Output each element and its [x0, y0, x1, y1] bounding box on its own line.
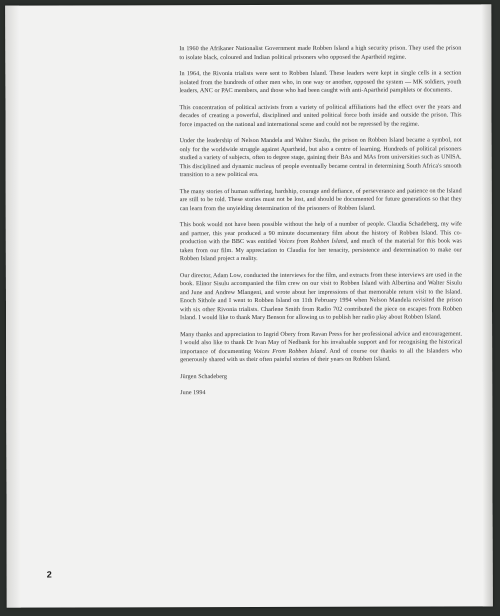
- signature-name: Jürgen Schadeberg: [180, 373, 228, 380]
- paragraph-3: This concentration of political activists from a variety of political affiliations had the effect over the years and decades of creating a powerful, disciplined and united political force both inside and outside the prison. This force impacted on the national and international scene and could not be repressed by the regime.: [179, 103, 462, 128]
- paragraph-2: In 1964, the Rivonia trialists were sent to Robben Island. These leaders were kept in single cells in a section isolated from the hundreds of other men who, in one way or another, opposed the system — MK soldiers, youth leaders, ANC or PAC members, and those who had been caught with anti-Apartheid pamphlets or documents.: [179, 70, 462, 95]
- paragraph-6: [180, 220, 462, 263]
- body-text: [179, 44, 462, 405]
- paragraph-5: The many stories of human suffering, hardship, courage and defiance, of perseverance and patience on the Island are still to be told. These stories must not be lost, and should be documented for future generations so that they can learn from the unyielding determination of the prisoners of Robben Island.: [179, 187, 462, 212]
- paragraph-6-start: This book would not have been possible without the help of a number of people. Claudia Schadeberg, my wife and partner, this year produced a 90 minute documentary film about the history of Robben Island. This co-production with the BBC was entitled: [179, 221, 462, 246]
- film-title: Voices from Robben Island: [278, 238, 348, 245]
- book-page: [5, 4, 493, 607]
- page-gutter-shadow: [5, 6, 21, 608]
- paragraph-7: Our director, Adam Low, conducted the interviews for the film, and extracts from these interviews are used in the book. Elinor Sisulu accompanied the film crew on our visit to Robben Island with Albertina and Walter Sisulu and June and Andrew Mlangeni, and wrote about her impressions of that memorable return visit to the Island. Enoch Sithole and I went to Robben Island on 11th February 1994 when Nelson Mandela revisited the prison with six other Rivonia trialists. Charlene Smith from Radio 702 contributed the piece on escapes from Robben Island. I would like to thank Mary Benson for allowing us to publish her radio play about Robben Island.: [179, 271, 463, 322]
- paragraph-8-end: . And of course our thanks to all the Islanders who generously shared with us their often painful stories of their years on Robben Island.: [180, 347, 463, 364]
- paragraph-1: In 1960 the Afrikaner Nationalist Government made Robben Island a high security prison. They used the prison to isolate black, coloured and Indian political prisoners who opposed the Apartheid regime.: [179, 45, 462, 61]
- page-number: 2: [46, 569, 52, 580]
- book-title: Voices From Robben Island: [253, 348, 326, 355]
- page-edge-shadow: [481, 4, 493, 606]
- paragraph-6-end: , and much of the material for this book was taken from our film. My appreciation to Claudia for her tenacity, persistence and determination to make our Robben Island project a reality.: [179, 238, 462, 263]
- paragraph-4: Under the leadership of Nelson Mandela and Walter Sisulu, the prison on Robben Island became a symbol, not only for the worldwide struggle against Apartheid, but also a centre of learning. Hundreds of political prisoners studied a variety of subjects, often to degree stage, gaining their BAs and MAs from universities such as UNISA. This disciplined and dynamic nucleus of people eventually became central in determining South Africa's smooth transition to a new political era.: [179, 137, 462, 179]
- signature-date: June 1994: [180, 390, 206, 397]
- paragraph-8-start: Many thanks and appreciation to Ingrid Obery from Ravan Press for her professional advice and encouragement. I would also like to thank Dr Ivan May of Nedbank for his invaluable support and for recognising the historical importance of documenting: [180, 330, 463, 355]
- paragraph-8: [180, 330, 462, 365]
